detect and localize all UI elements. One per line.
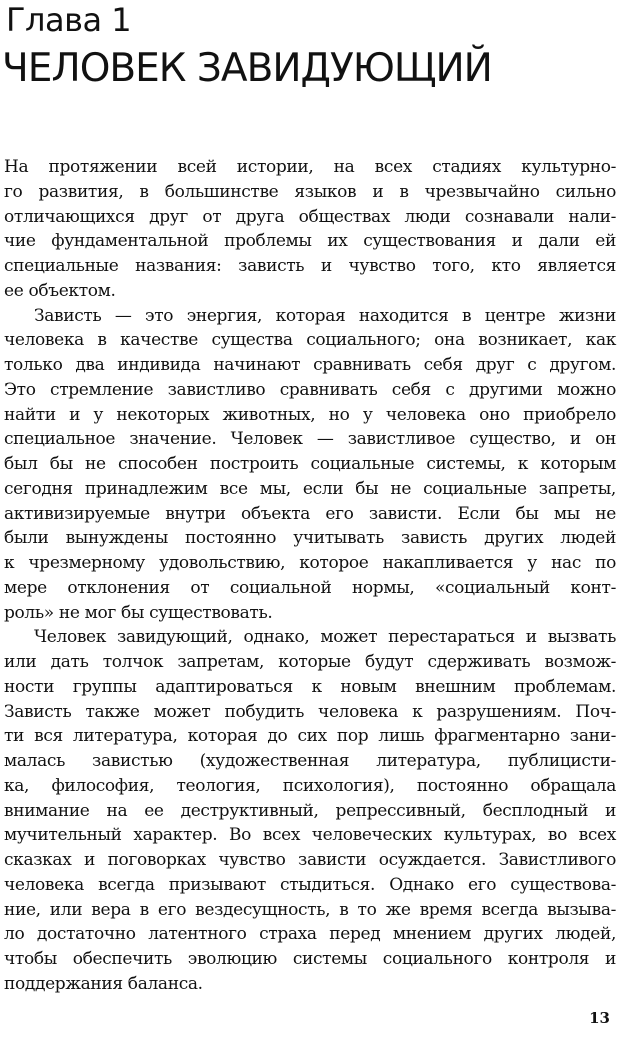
text-line: ло достаточно латентного страха перед мнением других людей, [4, 924, 616, 945]
body-text [4, 155, 616, 997]
text-line: был бы не способен построить социальные системы, к которым [4, 454, 616, 474]
text-line: чтобы обеспечить эволюцию системы социального контроля и [4, 949, 616, 969]
chapter-title: ЧЕЛОВЕК ЗАВИДУЮЩИЙ [2, 46, 492, 91]
text-line: мучительный характер. Во всех человеческих культурах, во всех [4, 825, 616, 846]
page-number: 13 [589, 1009, 610, 1027]
text-line: специальные названия: зависть и чувство того, кто является [4, 256, 616, 276]
text-line: мере отклонения от социальной нормы, «социальный конт- [4, 577, 616, 598]
text-line: сегодня принадлежим все мы, если бы не социальные запреты, [4, 478, 616, 499]
text-line: найти и у некоторых животных, но у человека оно приобрело [4, 404, 616, 425]
paragraph [4, 625, 616, 996]
text-line: На протяжении всей истории, на всех стадиях культурно- [4, 157, 616, 177]
text-line: или дать толчок запретам, которые будут сдерживать возмож- [4, 652, 616, 672]
text-line: чие фундаментальной проблемы их существования и дали ей [4, 231, 616, 252]
paragraph [4, 304, 616, 626]
text-line: го развития, в большинстве языков и в чрезвычайно сильно [4, 181, 616, 202]
text-line: Зависть — это энергия, которая находится в центре жизни [34, 305, 616, 326]
text-line: отличающихся друг от друга обществах люди сознавали нали- [4, 206, 616, 227]
text-line: ти вся литература, которая до сих пор лишь фрагментарно зани- [4, 726, 616, 747]
text-line: были вынуждены постоянно учитывать зависть других людей [4, 528, 616, 549]
text-line: Это стремление завистливо сравнивать себя с другими можно [4, 379, 616, 400]
text-line: ка, философия, теология, психология), постоянно обращала [4, 775, 616, 796]
text-line: человека в качестве существа социального; она возникает, как [4, 330, 616, 351]
text-line: Зависть также может побудить человека к разрушениям. Поч- [4, 701, 616, 722]
text-line: ние, или вера в его вездесущность, в то же время всегда вызыва- [4, 899, 616, 920]
text-line: только два индивида начинают сравнивать себя друг с другом. [4, 355, 616, 375]
text-line: роль» не мог бы существовать. [4, 602, 273, 623]
text-line: ности группы адаптироваться к новым внешним проблемам. [4, 676, 616, 697]
text-line: поддержания баланса. [4, 973, 203, 994]
chapter-label: Глава 1 [6, 1, 132, 39]
text-line: к чрезмерному удовольствию, которое накапливается у нас по [4, 553, 616, 573]
text-line: Человек завидующий, однако, может перестараться и вызвать [34, 627, 616, 648]
text-line: внимание на ее деструктивный, репрессивный, бесплодный и [4, 800, 616, 821]
text-line: малась завистью (художественная литература, публицисти- [4, 751, 616, 771]
paragraph [4, 155, 616, 304]
text-line: человека всегда призывают стыдиться. Однако его существова- [4, 874, 616, 895]
text-line: активизируемые внутри объекта его зависти. Если бы мы не [4, 503, 616, 524]
text-line: специальное значение. Человек — завистливое существо, и он [4, 429, 616, 450]
text-line: ее объектом. [4, 280, 116, 301]
text-line: сказках и поговорках чувство зависти осуждается. Завистливого [4, 850, 616, 870]
